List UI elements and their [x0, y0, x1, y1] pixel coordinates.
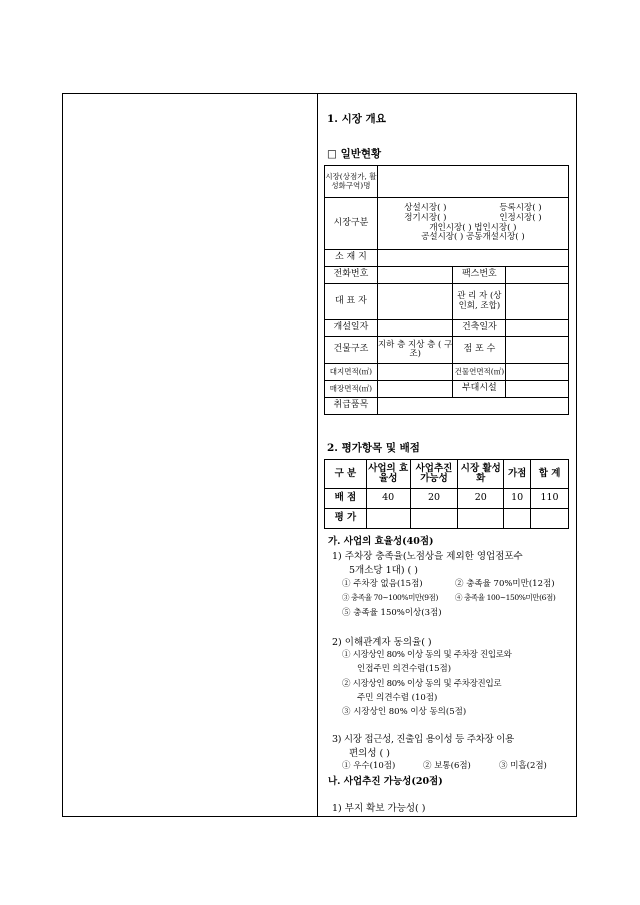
representative-label: 대 표 자 [325, 284, 378, 320]
score-header-efficiency: 사업의 효율성 [366, 460, 410, 489]
location-label: 소 재 지 [325, 250, 378, 267]
score-header-revitalization: 시장 활성화 [458, 460, 504, 489]
fax-value [506, 267, 569, 284]
sales-area-label: 매장면적(㎡) [325, 381, 378, 398]
general-status-table [324, 165, 569, 415]
criteria-a3-opt2: ② 보통(6점) [423, 761, 471, 771]
score-header-total: 합 계 [531, 460, 569, 489]
score-header-feasibility: 사업추진 가능성 [410, 460, 458, 489]
criteria-a2-line1: 2) 이해관계자 동의율( ) [332, 637, 432, 648]
floor-area-value [506, 364, 569, 381]
manager-label: 관 리 자 (상인회, 조합) [453, 284, 506, 320]
built-value [506, 320, 569, 337]
criteria-a2-opt1a: ① 시장상인 80% 이상 동의 및 주차장 진입로와 [342, 650, 512, 660]
general-status-heading: □ 일반현황 [327, 148, 382, 160]
eval-total [531, 509, 569, 529]
facilities-label: 부대시설 [453, 381, 506, 398]
land-area-value [377, 364, 453, 381]
market-name-value [377, 166, 568, 198]
criteria-a2-opt2a: ② 시장상인 80% 이상 동의 및 주차장진입로 [342, 679, 502, 689]
criteria-a3-line2: 편의성 ( ) [349, 748, 390, 759]
criteria-b-title: 나. 사업추진 가능성(20점) [328, 776, 443, 787]
phone-label: 전화번호 [325, 267, 378, 284]
representative-value [377, 284, 453, 320]
points-total: 110 [531, 489, 569, 509]
eval-efficiency [366, 509, 410, 529]
criteria-a2-opt1b: 인접주민 의견수렴(15점) [357, 664, 452, 674]
opened-label: 개설일자 [325, 320, 378, 337]
items-label: 취급품목 [325, 398, 378, 415]
points-efficiency: 40 [366, 489, 410, 509]
section-2-title: 2. 평가항목 및 배점 [327, 442, 420, 454]
criteria-a1-opt5: ⑤ 충족율 150%이상(3점) [342, 608, 442, 618]
eval-bonus [504, 509, 531, 529]
criteria-a2-opt2b: 주민 의견수렴 (10점) [357, 693, 438, 703]
criteria-a3-opt1: ① 우수(10점) [342, 761, 396, 771]
score-header-category: 구 분 [325, 460, 367, 489]
score-table [324, 459, 569, 529]
points-label: 배 점 [325, 489, 367, 509]
points-revitalization: 20 [458, 489, 504, 509]
criteria-a1-opt3: ③ 충족율 70~100%미만(9점) [342, 593, 439, 602]
evaluation-label: 평 가 [325, 509, 367, 529]
type-public-joint: 공설시장( ) 공동개설시장( ) [421, 232, 525, 243]
column-divider [317, 93, 318, 817]
criteria-a1-line2: 5개소당 1대) ( ) [349, 565, 418, 576]
phone-value [377, 267, 453, 284]
type-private-corporate: 개인시장( ) 법인시장( ) [429, 222, 517, 233]
structure-value: 지하 층 지상 층 ( 구조) [377, 337, 453, 364]
criteria-a1-line1: 1) 주차장 충족율(노점상을 제외한 영업점포수 [332, 551, 523, 562]
built-label: 건축일자 [453, 320, 506, 337]
criteria-a1-opt4: ④ 충족율 100~150%미만(6점) [455, 593, 556, 602]
items-value [377, 398, 568, 415]
criteria-a1-opt1: ① 주차장 없음(15점) [342, 579, 423, 589]
floor-area-label: 건물연면적(㎡) [453, 364, 506, 381]
market-type-label: 시장구분 [325, 198, 378, 250]
location-value [377, 250, 568, 267]
eval-feasibility [410, 509, 458, 529]
criteria-b1-line1: 1) 부지 확보 가능성( ) [332, 803, 426, 814]
type-recognized: 인정시장( ) [499, 212, 542, 223]
type-registered: 등록시장( ) [499, 202, 542, 213]
type-periodic: 정기시장( ) [404, 212, 447, 223]
opened-value [377, 320, 453, 337]
points-feasibility: 20 [410, 489, 458, 509]
stores-value [506, 337, 569, 364]
criteria-a3-opt3: ③ 미흡(2점) [499, 761, 547, 771]
criteria-a1-opt2: ② 충족율 70%미만(12점) [455, 579, 555, 589]
market-type-options [377, 198, 568, 250]
section-1-title: 1. 시장 개요 [327, 113, 386, 125]
manager-value [506, 284, 569, 320]
structure-label: 건물구조 [325, 337, 378, 364]
facilities-value [506, 381, 569, 398]
type-permanent: 상설시장( ) [404, 202, 447, 213]
points-bonus: 10 [504, 489, 531, 509]
criteria-a3-line1: 3) 시장 접근성, 진출입 용이성 등 주차장 이용 [332, 734, 514, 745]
eval-revitalization [458, 509, 504, 529]
score-header-bonus: 가점 [504, 460, 531, 489]
sales-area-value [377, 381, 453, 398]
stores-label: 점 포 수 [453, 337, 506, 364]
market-name-label: 시장(상점가, 활성화구역)명 [325, 166, 378, 198]
criteria-a2-opt3: ③ 시장상인 80% 이상 동의(5점) [342, 707, 467, 717]
land-area-label: 대지면적(㎡) [325, 364, 378, 381]
criteria-a-title: 가. 사업의 효율성(40점) [328, 536, 434, 547]
fax-label: 팩스번호 [453, 267, 506, 284]
